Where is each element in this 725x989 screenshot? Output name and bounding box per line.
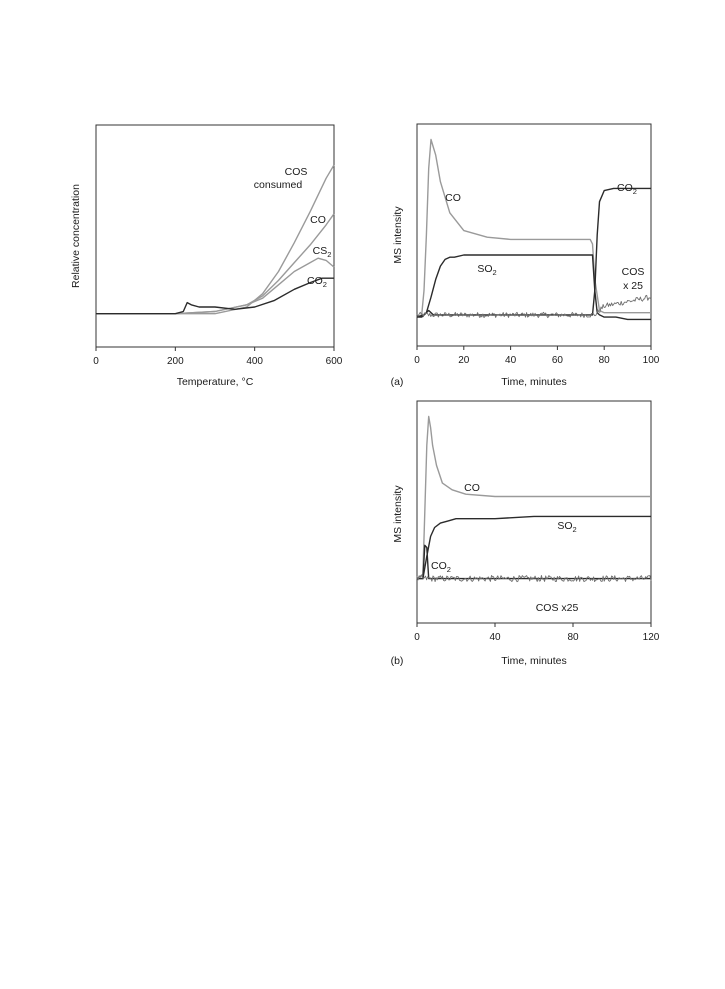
annotation-co2: $CO_2$ [307, 275, 327, 289]
panel-a [391, 124, 660, 388]
panel-b [391, 401, 660, 667]
plot-frame [417, 401, 651, 623]
annotation-x25: x 25 [623, 280, 643, 292]
x-tick-label: 20 [458, 355, 470, 366]
series-line-1 [96, 214, 334, 314]
series-line-1 [417, 516, 651, 578]
x-tick-label: 100 [642, 355, 660, 366]
panel-label: (b) [390, 655, 404, 667]
annotation-co2: $CO_2$ [431, 560, 451, 574]
series-group [417, 417, 651, 582]
x-tick-label: 200 [166, 356, 184, 367]
x-tick-label: 400 [246, 356, 264, 367]
annotation-cos: COS [284, 166, 308, 178]
annotation-cos-x25: COS x25 [535, 602, 579, 614]
annotation-so2: $SO_2$ [477, 263, 497, 277]
tick-group [414, 346, 660, 366]
x-axis-label: Time, minutes [501, 655, 567, 667]
series-group [417, 140, 651, 320]
x-tick-label: 600 [325, 356, 343, 367]
series-line-2 [96, 258, 334, 314]
x-tick-label: 0 [414, 632, 420, 643]
x-tick-label: 80 [567, 632, 579, 643]
series-line-1 [417, 255, 651, 319]
series-line-2 [417, 545, 651, 578]
tick-group [93, 347, 343, 367]
tick-group [414, 623, 660, 643]
annotation-co2: $CO_2$ [617, 182, 637, 196]
x-tick-label: 40 [489, 632, 501, 643]
x-tick-label: 60 [551, 355, 563, 366]
annotation-cos: COS [621, 266, 645, 278]
y-axis-label: MS intensity [392, 206, 404, 264]
x-axis-label: Temperature, °C [176, 376, 254, 388]
series-line-2 [417, 188, 651, 317]
series-line-3 [96, 278, 334, 314]
series-line-0 [417, 417, 651, 579]
x-tick-label: 40 [505, 355, 517, 366]
x-tick-label: 0 [93, 356, 99, 367]
temperature-panel [70, 125, 343, 388]
series-line-0 [417, 140, 651, 318]
y-axis-label: Relative concentration [70, 184, 82, 288]
x-tick-label: 0 [414, 355, 420, 366]
annotation-co: CO [464, 482, 480, 494]
x-axis-label: Time, minutes [501, 376, 567, 388]
annotation-cs2: $CS_2$ [312, 245, 332, 259]
panel-label: (a) [390, 376, 404, 388]
annotation-co: CO [445, 192, 461, 204]
annotation-so2: $SO_2$ [557, 520, 577, 534]
x-tick-label: 80 [598, 355, 610, 366]
annotation-consumed: consumed [253, 179, 303, 191]
annotation-co: CO [310, 214, 326, 226]
y-axis-label: MS intensity [392, 485, 404, 543]
x-tick-label: 120 [642, 632, 660, 643]
